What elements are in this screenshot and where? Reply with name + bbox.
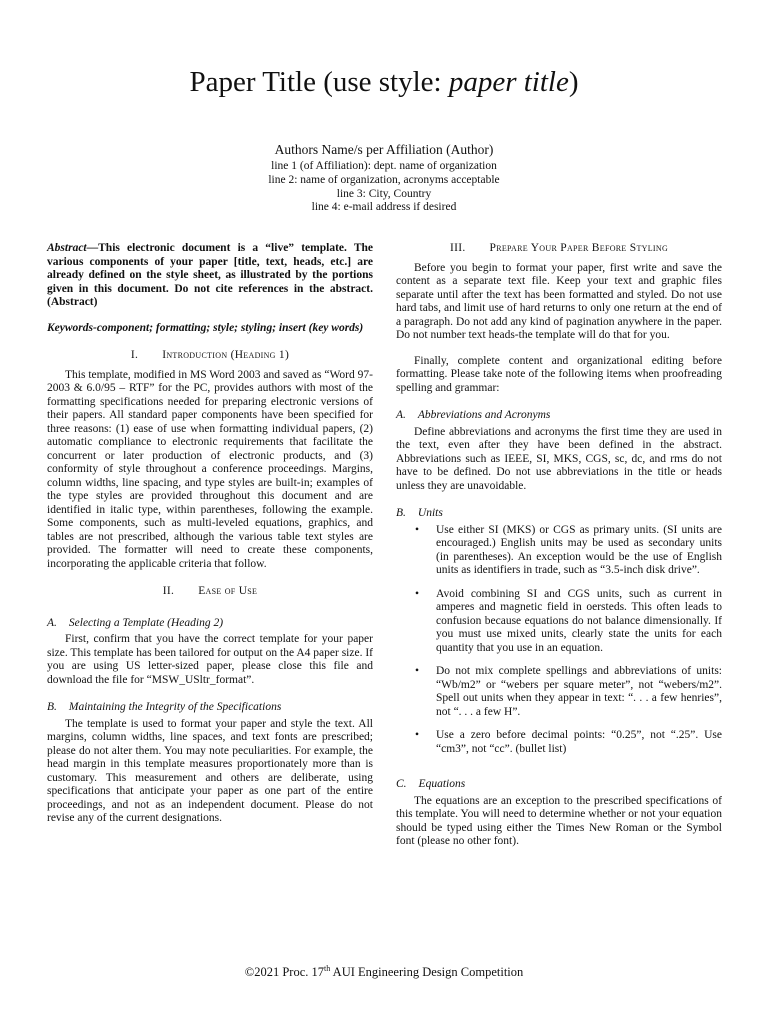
section-numeral: II. — [162, 585, 175, 597]
footer-text-before: ©2021 Proc. 17 — [244, 965, 325, 979]
affiliation-line-4: line 4: e-mail address if desired — [311, 201, 457, 214]
subsection-title: Selecting a Template (Heading 2) — [68, 616, 224, 629]
bullet-icon: • — [415, 665, 420, 677]
list-item — [396, 665, 722, 719]
section-title: Prepare Your Paper Before Styling — [489, 242, 669, 254]
subsection-title: Equations — [418, 778, 466, 790]
subsection-heading-selecting-template — [47, 617, 373, 631]
bullet-icon: • — [415, 729, 420, 741]
section-heading-ease-of-use — [47, 585, 373, 599]
section-title: Ease of Use — [198, 585, 258, 597]
subsection-title: Abbreviations and Acronyms — [417, 409, 551, 421]
list-item-text: Use a zero before decimal points: “0.25”, not “.25”. Use “cm3”, not “cc”. (bullet list) — [436, 729, 722, 755]
subsection-letter: B. — [47, 701, 57, 713]
bullet-icon: • — [415, 523, 420, 536]
abstract-text: —This electronic document is a “live” template. The various components of your paper [title, text, heads, etc.] are already defined on the style sheet, as illustrated by the portions given in this document. Do not cite references in the abstract. (Abstract) — [47, 242, 373, 308]
section-numeral: III. — [449, 242, 466, 254]
subsection-letter: B. — [396, 507, 406, 519]
footer-ordinal-suffix: th — [324, 963, 331, 973]
subsection-letter: A. — [396, 409, 406, 421]
subsection-heading-integrity — [47, 701, 373, 715]
bullet-icon: • — [415, 587, 420, 600]
paper-title — [0, 62, 768, 102]
selecting-template-paragraph: First, confirm that you have the correct template for your paper size. This template has been tailored for output on the A4 paper size. If you are using US letter-sized paper, please close this file and download the file for “MSW_USltr_format”. — [47, 633, 373, 686]
paper-title-prefix: Paper Title (use style: — [189, 66, 449, 98]
right-column — [396, 242, 722, 849]
affiliation-line-3: line 3: City, Country — [336, 187, 432, 200]
subsection-heading-abbreviations — [396, 409, 722, 423]
subsection-title: Maintaining the Integrity of the Specifications — [68, 701, 282, 713]
paper-title-italic: paper title — [448, 66, 569, 98]
abbreviations-paragraph: Define abbreviations and acronyms the first time they are used in the text, even after they have been defined in the abstract. Abbreviations such as IEEE, SI, MKS, CGS, sc, dc, and rms do not have to be defined. Do not use abbreviations in the title or heads unless they are unavoidable. — [396, 425, 722, 492]
units-bullet-list — [396, 524, 722, 757]
abstract-label: Abstract — [47, 242, 87, 254]
list-item — [396, 524, 722, 578]
paper-title-suffix: ) — [568, 66, 579, 98]
introduction-paragraph: This template, modified in MS Word 2003 and saved as “Word 97-2003 & 6.0/95 – RTF” for the PC, provides authors with most of the formatting specifications needed for preparing electronic versions of their papers. All standard paper components have been specified for three reasons: (1) ease of use when formatting individual papers, (2) automatic compliance to electronic requirements that facilitate the concurrent or later production of electronic products, and (3) conformity of style throughout a conference proceedings. Margins, column widths, line spacing, and type styles are built-in; examples of the type styles are provided throughout this document and are identified in italic type, within parentheses, following the example. Some components, such as multi-leveled equations, graphics, and tables are not prescribed, although the various table text styles are provided. The formatter will need to create these components, incorporating the applicable criteria that follow. — [47, 368, 373, 570]
abstract — [47, 242, 373, 310]
list-item — [396, 729, 722, 756]
keywords: Keywords-component; formatting; style; styling; insert (key words) — [47, 321, 364, 334]
prepare-paragraph-2: Finally, complete content and organizational editing before formatting. Please take note of the following items when proofreading spelling and grammar: — [396, 354, 722, 394]
list-item-text: Avoid combining SI and CGS units, such as current in amperes and magnetic field in oersteds. This often leads to confusion because equations do not balance dimensionally. If you must use mixed units, clearly state the units for each quantity that you use in an equation. — [436, 587, 722, 654]
left-column — [47, 242, 373, 826]
subsection-heading-equations — [396, 778, 722, 792]
affiliation-line-1: line 1 (of Affiliation): dept. name of organization — [271, 160, 497, 172]
list-item — [396, 588, 722, 656]
subsection-letter: A. — [47, 616, 57, 629]
list-item-text: Use either SI (MKS) or CGS as primary units. (SI units are encouraged.) English units may be used as secondary units (in parentheses). An exception would be the use of English units as identifiers in trade, such as “3.5-inch disk drive”. — [436, 523, 722, 576]
subsection-letter: C. — [396, 778, 407, 790]
list-item-text: Do not mix complete spellings and abbreviations of units: “Wb/m2” or “webers per square meter”, not “webers/m2”. Spell out units when they appear in text: “. . . a few henries”, not “. . . a few H”. — [436, 665, 722, 718]
section-title: Introduction (Heading 1) — [162, 349, 290, 361]
subsection-title: Units — [417, 507, 443, 519]
prepare-paragraph-1: Before you begin to format your paper, first write and save the content as a separate text file. Keep your text and graphic files separate until after the text has been formatted and styled. Do not use hard tabs, and limit use of hard returns to only one return at the end of a paragraph. Do not add any kind of pagination anywhere in the paper. Do not number text heads-the template will do that for you. — [396, 261, 722, 341]
affiliation-line-2: line 2: name of organization, acronyms acceptable — [268, 173, 500, 186]
equations-paragraph: The equations are an exception to the prescribed specifications of this template. You will need to determine whether or not your equation should be typed using either the Times New Roman or the Symbol font (please no other font). — [396, 794, 722, 847]
footer-text-after: AUI Engineering Design Competition — [330, 965, 524, 979]
integrity-paragraph: The template is used to format your paper and style the text. All margins, column widths, line spaces, and text fonts are prescribed; please do not alter them. You may note peculiarities. For example, the head margin in this template measures proportionately more than is customary. This measurement and others are deliberate, using specifications that anticipate your paper as one part of the entire proceedings, and not as an independent document. Please do not revise any of the current designations. — [47, 717, 373, 824]
section-heading-introduction — [47, 349, 373, 363]
author-block — [0, 140, 768, 215]
section-numeral: I. — [130, 349, 139, 361]
author-name: Authors Name/s per Affiliation (Author) — [274, 142, 494, 157]
subsection-heading-units — [396, 507, 722, 521]
page-footer — [0, 964, 768, 980]
section-heading-prepare-paper — [396, 242, 722, 256]
